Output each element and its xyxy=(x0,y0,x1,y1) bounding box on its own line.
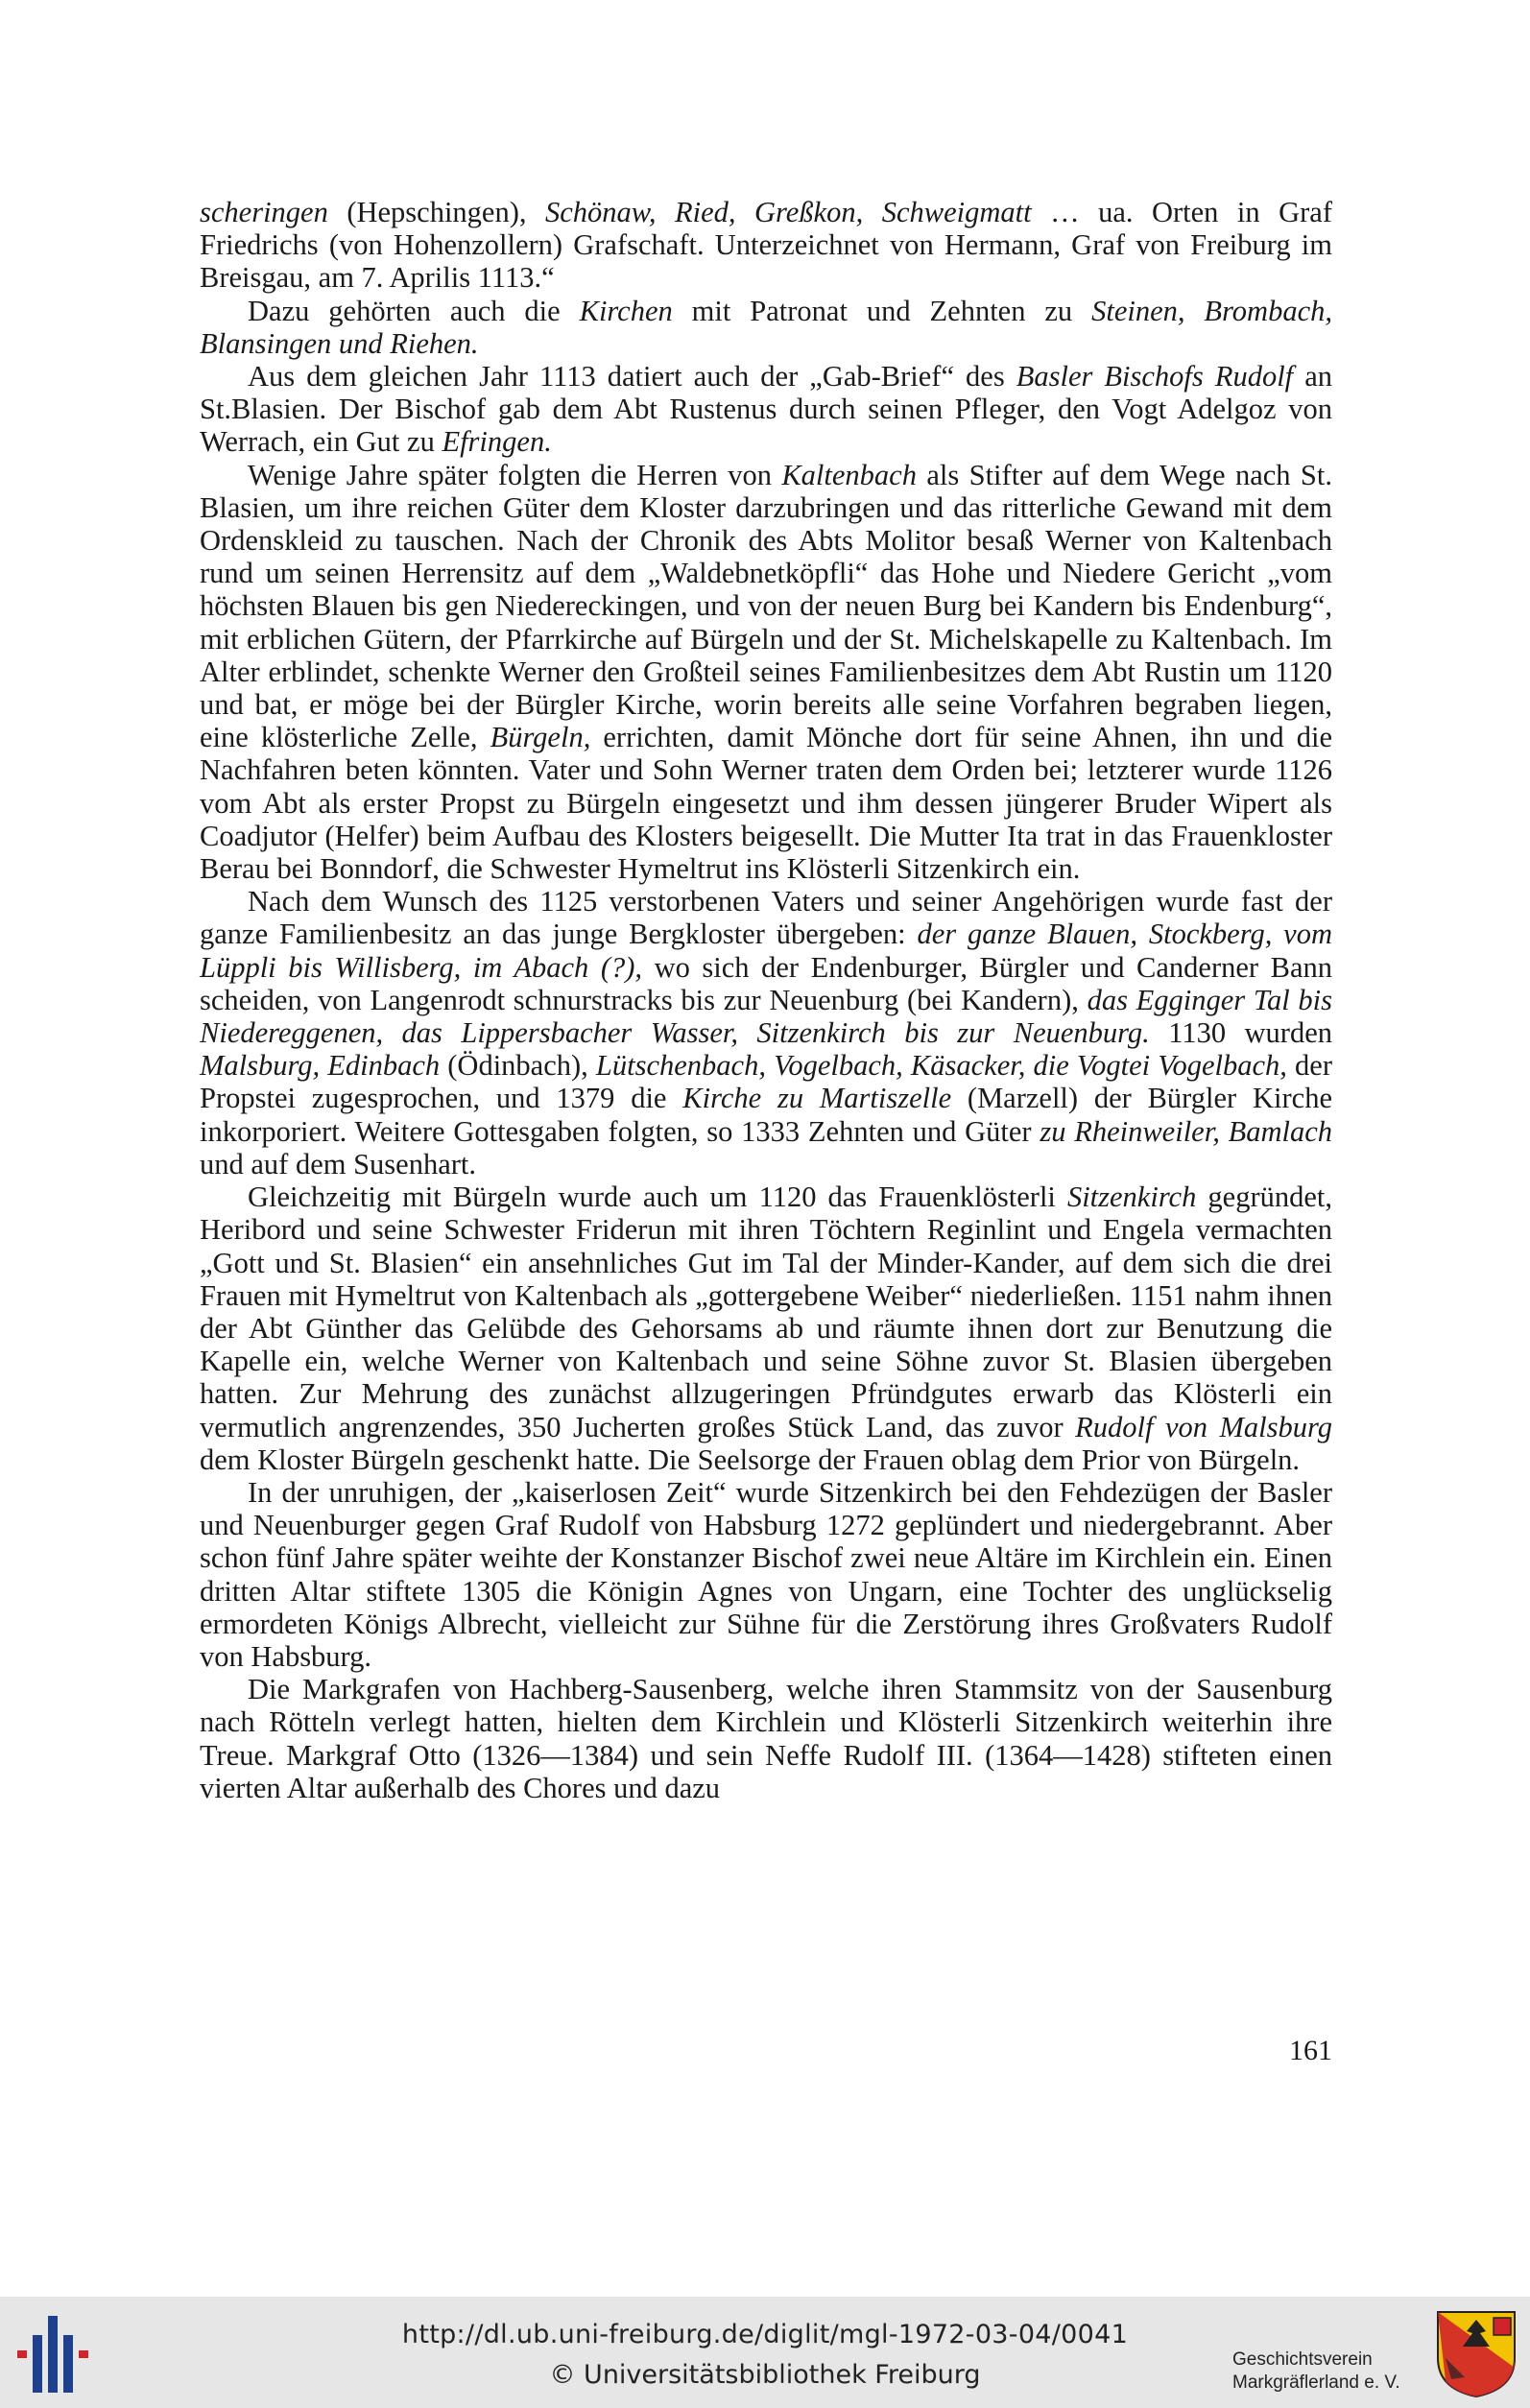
text-run: an St.Blasien. Der Bischof gab dem Abt Rustenus durch seinen Pfleger, den Vogt Adelgoz von Werrach, ein Gut zu xyxy=(200,360,1332,459)
text-run: mit Patronat und Zehnten zu xyxy=(672,294,1092,327)
paragraph xyxy=(200,1476,1332,1673)
paragraph xyxy=(200,885,1332,1180)
paragraph xyxy=(200,1180,1332,1476)
text-run: Wenige Jahre später folgten die Herren von xyxy=(248,458,782,491)
italic-text: Kirche zu Martiszelle xyxy=(682,1082,952,1115)
text-run: Nach dem Wunsch des 1125 verstorbenen Vaters und seiner Angehörigen wurde fast der ganze Familienbesitz an das junge Bergkloster übergeben: xyxy=(200,885,1332,951)
paragraph xyxy=(200,1673,1332,1804)
italic-text: zu Rheinweiler, Bamlach xyxy=(1040,1114,1332,1148)
text-run: dem Kloster Bürgeln geschenkt hatte. Die Seelsorge der Frauen oblag dem Prior von Bürgeln. xyxy=(200,1442,1301,1476)
text-run: (Hepschingen), xyxy=(327,196,545,228)
text-run: (Ödinbach), xyxy=(440,1049,596,1083)
footer-url-link[interactable]: http://dl.ub.uni-freiburg.de/diglit/mgl-1972-03-04/0041 xyxy=(401,2320,1129,2349)
paragraph xyxy=(200,196,1332,295)
italic-text: der ganze Blauen, Stockberg, vom Lüppli bis Willisberg, im Abach (?), xyxy=(200,918,1332,984)
italic-text: Bürgeln, xyxy=(490,721,591,754)
italic-text: das Egginger Tal bis Niedereggenen, das Lippersbacher Wasser, Sitzenkirch bis zur Neuenburg. xyxy=(200,983,1332,1050)
italic-text: Efringen. xyxy=(442,425,552,459)
text-run: … ua. Orten in Graf Friedrichs (von Hohenzollern) Grafschaft. Unterzeichnet von Hermann, Graf von Freiburg im Breisgau, am 7. Aprilis 1113.“ xyxy=(200,196,1333,295)
paragraph xyxy=(200,360,1332,459)
text-run: errichten, damit Mönche dort für seine Ahnen, ihn und die Nachfahren beten könnten. Vater und Sohn Werner traten dem Orden bei; letzterer wurde 1126 vom Abt als erster Propst zu Bürgeln eingesetzt und ihm dessen jüngerer Bruder Wipert als Coadjutor (Helfer) beim Aufbau des Klosters beigesellt. Die Mutter Ita trat in das Frauenkloster Berau bei Bonndorf, die Schwester Hymeltrut ins Klösterli Sitzenkirch ein. xyxy=(200,721,1332,886)
italic-text: Kirchen xyxy=(579,294,673,327)
paragraph xyxy=(200,295,1332,360)
footer-copyright: © Universitätsbibliothek Freiburg xyxy=(549,2360,981,2390)
text-run: der Propstei zugesprochen, und 1379 die xyxy=(200,1049,1332,1115)
society-name xyxy=(1232,2348,1424,2395)
text-run: Gleichzeitig mit Bürgeln wurde auch um 1120 das Frauenklösterli xyxy=(248,1180,1067,1214)
text-run: 1130 wurden xyxy=(1149,1016,1332,1050)
italic-text: Rudolf von Malsburg xyxy=(1075,1410,1333,1443)
text-run: (Marzell) der Bürgler Kirche inkorporiert. Weitere Gottesgaben folgten, so 1333 Zehnten und Güter xyxy=(200,1082,1332,1148)
text-run: In der unruhigen, der „kaiserlosen Zeit“ wurde Sitzenkirch bei den Fehdezügen der Basler und Neuenburger gegen Graf Rudolf von Habsburg 1272 geplündert und niedergebrannt. Aber schon fünf Jahre später weihte der Konstanzer Bischof zwei neue Altäre im Kirchlein ein. Einen dritten Altar stiftete 1305 die Königin Agnes von Ungarn, eine Tochter des unglückselig ermordeten Königs Albrecht, vielleicht zur Sühne für die Zerstörung ihres Großvaters Rudolf von Habsburg. xyxy=(200,1475,1332,1673)
text-run: Dazu gehörten auch die xyxy=(248,294,580,327)
page-number: 161 xyxy=(1289,2035,1332,2066)
text-run: Die Markgrafen von Hachberg-Sausenberg, welche ihren Stammsitz von der Sausenburg nach Rötteln verlegt hatten, hielten dem Kirchlein und Klösterli Sitzenkirch weiterhin ihre Treue. Markgraf Otto (1326—1384) und sein Neffe Rudolf III. (1364—1428) stifteten einen vierten Altar außerhalb des Chores und dazu xyxy=(200,1673,1332,1804)
italic-text: Sitzenkirch xyxy=(1066,1180,1197,1214)
italic-text: Basler Bischofs Rudolf xyxy=(1016,360,1294,393)
society-name-line1: Geschichtsverein xyxy=(1232,2349,1373,2370)
italic-text: scheringen xyxy=(200,196,328,228)
footer-bar xyxy=(0,2297,1530,2408)
text-run: und auf dem Susenhart. xyxy=(200,1147,476,1180)
italic-text: Schönaw, Ried, Greßkon, Schweigmatt xyxy=(545,196,1032,228)
page-text xyxy=(200,196,1332,1804)
italic-text: Steinen, Brombach, Blansingen und Riehen. xyxy=(200,294,1332,360)
paragraph xyxy=(200,459,1332,886)
society-name-line2: Markgräflerland e. V. xyxy=(1232,2372,1400,2393)
italic-text: Kaltenbach xyxy=(781,458,917,491)
text-run: Aus dem gleichen Jahr 1113 datiert auch der „Gab-Brief“ des xyxy=(248,360,1016,393)
italic-text: Malsburg, Edinbach xyxy=(200,1049,441,1083)
text-run: als Stifter auf dem Wege nach St. Blasien, um ihre reichen Güter dem Kloster darzubringen und das ritterliche Gewand mit dem Ordenskleid zu tauschen. Nach der Chronik des Abts Molitor besaß Werner von Kaltenbach rund um seinen Herrensitz auf dem „Waldebnetköpfli“ das Hohe und Niedere Gericht „vom höchsten Blauen bis gen Niedereckingen, und von der neuen Burg bei Kandern bis Endenburg“, mit erblichen Gütern, der Pfarrkirche auf Bürgeln und der St. Michelskapelle zu Kaltenbach. Im Alter erblindet, schenkte Werner den Großteil seines Familienbesitzes dem Abt Rustin um 1120 und bat, er möge bei der Bürgler Kirche, worin bereits alle seine Vorfahren begraben liegen, eine klösterliche Zelle, xyxy=(200,458,1332,754)
coat-of-arms-icon[interactable] xyxy=(1436,2310,1517,2398)
italic-text: Lütschenbach, Vogelbach, Käsacker, die Vogtei Vogelbach, xyxy=(595,1049,1287,1083)
text-run: wo sich der Endenburger, Bürgler und Canderner Bann scheiden, von Langenrodt schnurstracks bis zur Neuenburg (bei Kandern), xyxy=(200,950,1332,1016)
text-run: gegründet, Heribord und seine Schwester Friderun mit ihren Töchtern Reginlint und Engela vermachten „Gott und St. Blasien“ ein ansehnliches Gut im Tal der Minder-Kander, auf dem sich die drei Frauen mit Hymeltrut von Kaltenbach als „gottergebene Weiber“ niederließen. 1151 nahm ihnen der Abt Günther das Gelübde des Gehorsams ab und räumte ihnen dort zur Benutzung die Kapelle ein, welche Werner von Kaltenbach und seine Söhne zuvor St. Blasien übergeben hatten. Zur Mehrung des zunächst allzugeringen Pfründgutes erwarb das Klösterli ein vermutlich angrenzendes, 350 Jucherten großes Stück Land, das zuvor xyxy=(200,1180,1332,1443)
